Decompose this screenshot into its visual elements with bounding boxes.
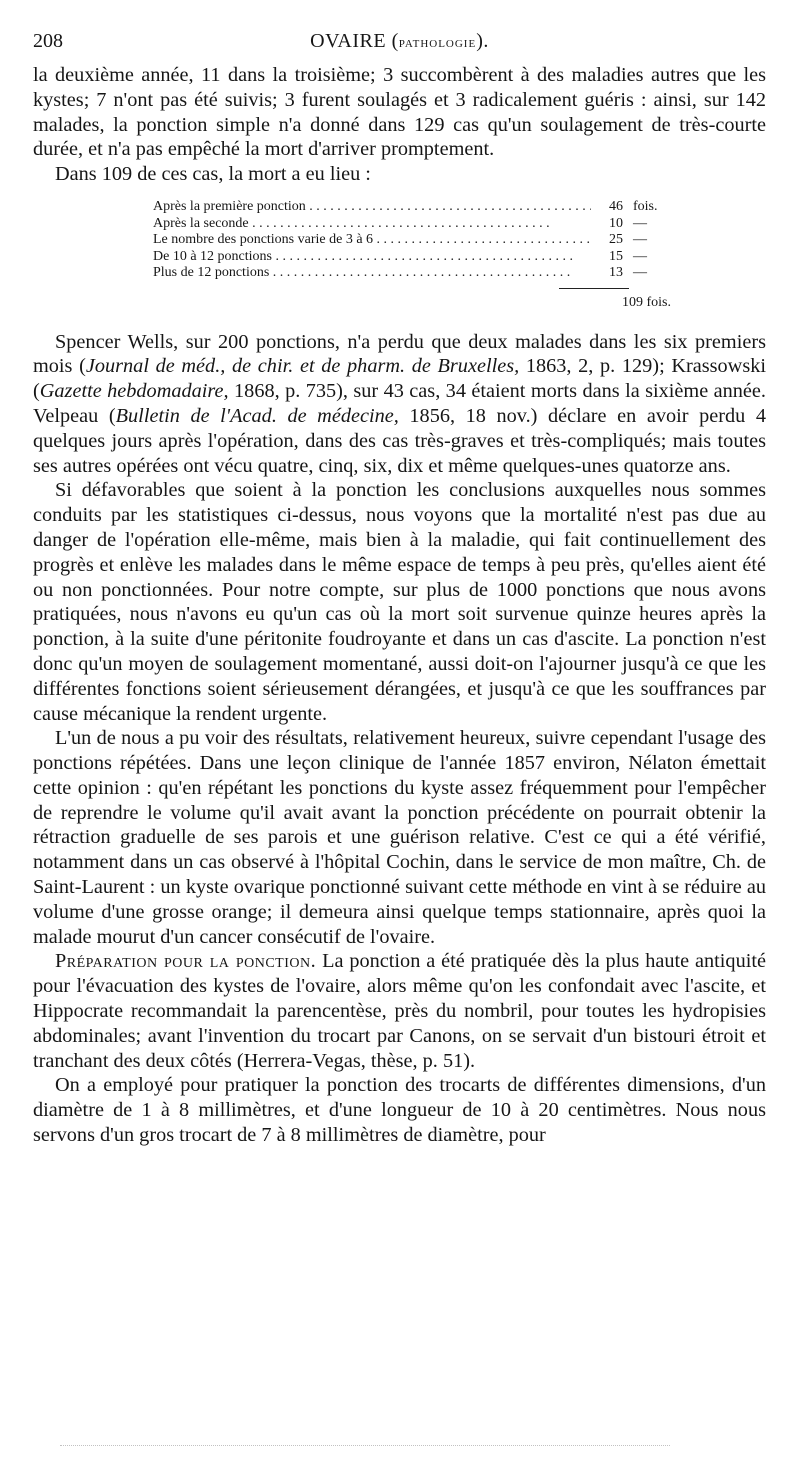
row-count: 25 [609,232,623,248]
row-unit: — [633,215,647,231]
row-label: Plus de 12 ponctions . . . [153,265,591,282]
row-unit: — [633,248,647,264]
running-head-close: ). [476,30,489,52]
running-head-subtitle: pathologie [398,35,477,51]
row-label: Après la première ponction . . . [153,199,591,216]
total-value: 109 fois. [622,294,671,310]
running-head [33,30,766,53]
row-unit: fois. [633,198,658,214]
table-row [153,232,671,249]
row-label: De 10 à 12 ponctions . . . [153,249,591,266]
running-head-main: OVAIRE ( [310,30,399,52]
section-lead: Préparation pour la ponction. [55,950,317,973]
p3-citation-gazette: Gazette hebdomadaire, [39,380,229,403]
p3-text-g: 1856, 18 nov.) déclare en avoir perdu 4 quelques jours après l'opération, dans des cas très-graves et très-compliqués; mais toutes ses autres opérées ont vécu quatre, cinq, six, dix et même quelques-unes quatorze ans. [33,404,766,477]
row-count: 10 [609,215,623,231]
row-label: Le nombre des ponctions varie de 3 à 6 . . . [153,232,591,249]
p3-text-a: Spencer Wells, sur 200 ponctions, n'a perdu que deux malades dans les six premiers mois ( [33,330,766,378]
paragraph-3 [33,330,766,479]
mortality-table [153,199,671,312]
paragraph-4: Si défavorables que soient à la ponction les conclusions auxquelles nous sommes conduits par les statistiques ci-dessus, nous voyons que la mortalité n'est pas due au danger de l'opération elle-même, mais bien à la maladie, qui fait continuellement des progrès et enlève les malades dans le même espace de temps à peu près, qu'elles aient été ou non ponctionnées. Pour notre compte, sur plus de 1000 ponctions que nous avons pratiquées, nous n'avons eu qu'un cas où la mort soit survenue quinze heures après la ponction, à la suite d'une péritonite foudroyante et dans un cas d'ascite. La ponction n'est donc qu'un moyen de soulagement momentané, aussi doit-on l'ajourner jusqu'à ce que les différentes fonctions soient sérieusement dérangées, et jusqu'à ce que les souffrances par cause mécanique la rendent urgente. [33,479,766,725]
row-count: 15 [609,248,623,264]
row-unit: — [633,232,647,248]
row-count: 13 [609,265,623,281]
paragraph-5: L'un de nous a pu voir des résultats, relativement heureux, suivre cependant l'usage des ponctions répétées. Dans une leçon clinique de l'année 1857 environ, Nélaton émettait cette opinion : qu'en répétant les ponctions du kyste assez fréquemment pour l'empêcher de reprendre le volume qu'il avait avant la ponction précédente on pourrait obtenir la rétraction graduelle de ses parois et une guérison relative. C'est ce qui a été vérifié, notamment dans un cas observé à l'hôpital Cochin, dans le service de mon maître, Ch. de Saint-Laurent : un kyste ovarique ponctionné suivant cette méthode en vint à se réduire au volume d'une grosse orange; il demeura ainsi quelque temps stationnaire, après quoi la malade mourut d'un cancer consécutif de l'ovaire. [33,727,766,948]
bottom-bleed-through [60,1445,670,1452]
p3-citation-journal: Journal de méd., de chir. et de pharm. de Bruxelles, [85,355,520,378]
row-count: 46 [609,198,623,214]
body-text [33,63,766,1148]
table-row [153,199,671,216]
paragraph-6 [33,949,766,1073]
table-total [153,295,671,312]
page-number: 208 [33,30,63,52]
row-unit: — [633,265,647,281]
p3-text-e: 1868, p. 735), sur 43 cas, 34 étaient morts dans la sixième année. Velpeau ( [33,380,766,427]
paragraph-1: la deuxième année, 11 dans la troisième; 3 succombèrent à des maladies autres que les kystes; 7 n'ont pas été suivis; 3 furent soulagés et 3 radicalement guéris : ainsi, sur 142 malades, la ponction simple n'a donné dans 129 cas qu'un soulagement de très-courte durée, et n'a pas empêché la mort d'arriver promptement. [33,64,766,161]
paragraph-6-text: La ponction a été pratiquée dès la plus haute antiquité pour l'évacuation des kystes de l'ovaire, alors même qu'on les confondait avec l'ascite, et Hippocrate recommandait la parencentèse, près du nombril, pour toutes les hydropisies abdominales; avant l'invention du trocart par Canons, on se servait d'un bistouri étroit et tranchant des deux côtés (Herrera-Vegas, thèse, p. 51). [33,950,766,1072]
p3-citation-bulletin: Bulletin de l'Acad. de médecine, [115,404,399,427]
row-label: Après la seconde . . . [153,216,591,233]
page-header [33,30,766,60]
table-row [153,216,671,233]
total-rule [559,288,629,289]
table-row [153,249,671,266]
paragraph-2: Dans 109 de ces cas, la mort a eu lieu : [55,163,371,186]
paragraph-7: On a employé pour pratiquer la ponction des trocarts de différentes dimensions, d'un diamètre de 1 à 8 millimètres, et d'une longueur de 10 à 20 centimètres. Nous nous servons d'un gros trocart de 7 à 8 millimètres de diamètre, pour [33,1074,766,1147]
table-row [153,265,671,282]
p3-text-c: 1863, 2, p. 129); Krassowski ( [33,355,766,403]
